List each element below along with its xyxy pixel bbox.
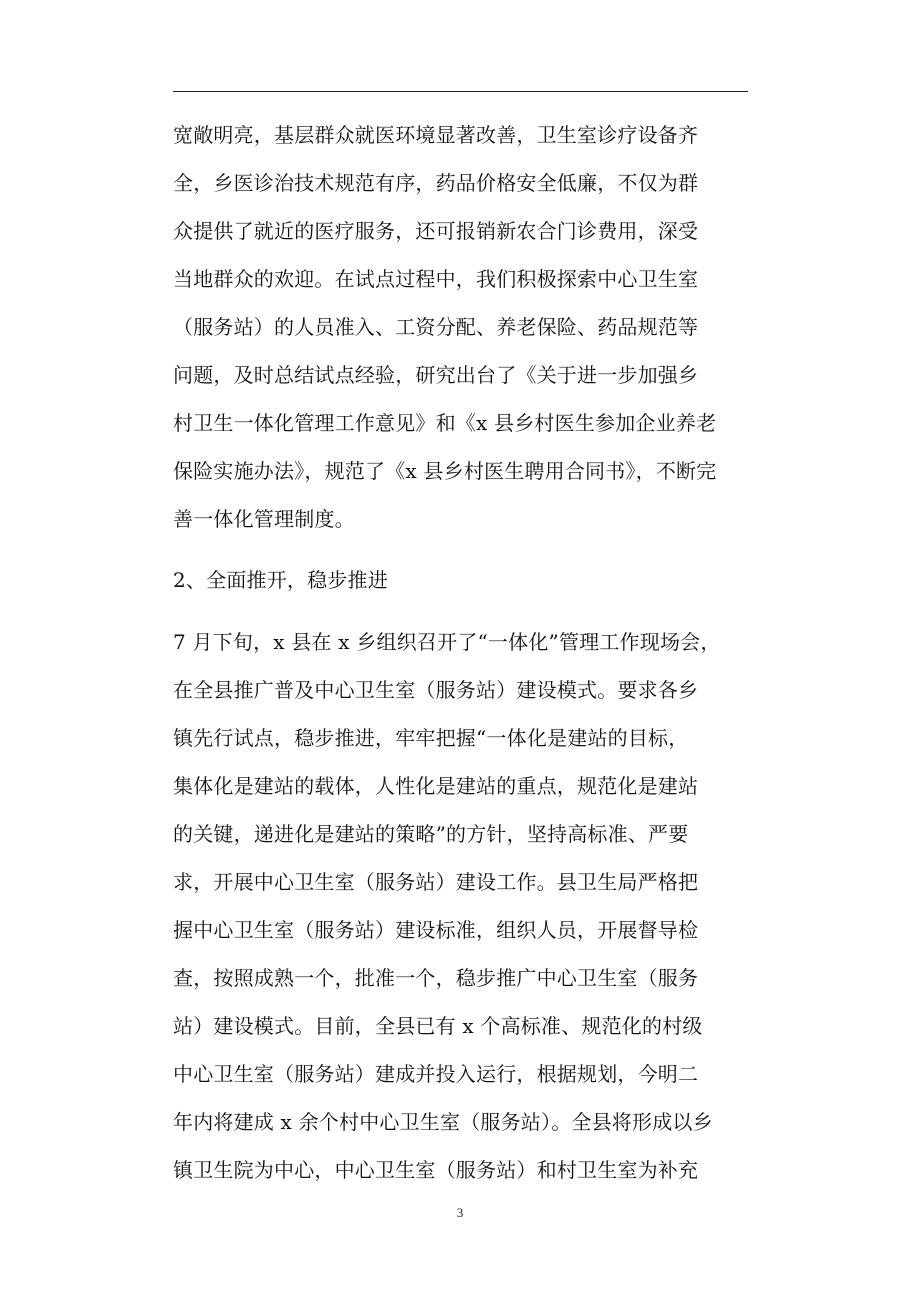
text-line: 查，按照成熟一个，批准一个，稳步推广中心卫生室（服务 xyxy=(173,966,699,990)
header-rule xyxy=(173,91,748,92)
text-line: 镇先行试点，稳步推进，牢牢把握“一体化是建站的目标， xyxy=(173,726,689,750)
text-line: 村卫生一体化管理工作意见》和《x 县乡村医生参加企业养老 xyxy=(173,411,717,435)
text-line: 在全县推广普及中心卫生室（服务站）建设模式。要求各乡 xyxy=(173,678,699,702)
text-line: 握中心卫生室（服务站）建设标准，组织人员，开展督导检 xyxy=(173,918,699,942)
text-line: 中心卫生室（服务站）建成并投入运行，根据规划，今明二 xyxy=(173,1062,699,1086)
text-line: 众提供了就近的医疗服务，还可报销新农合门诊费用，深受 xyxy=(173,219,699,243)
text-line: 当地群众的欢迎。在试点过程中，我们积极探索中心卫生室 xyxy=(173,267,699,291)
text-line: 宽敞明亮，基层群众就医环境显著改善，卫生室诊疗设备齐 xyxy=(173,123,699,147)
text-line: 站）建设模式。目前，全县已有 x 个高标准、规范化的村级 xyxy=(173,1014,703,1038)
text-line: 年内将建成 x 余个村中心卫生室（服务站）。全县将形成以乡 xyxy=(173,1110,713,1134)
text-line: 问题，及时总结试点经验，研究出台了《关于进一步加强乡 xyxy=(173,363,699,387)
text-line: 善一体化管理制度。 xyxy=(173,507,355,531)
section-heading: 2、全面推开，稳步推进 xyxy=(173,568,388,592)
page-number: 3 xyxy=(456,1205,464,1220)
text-line: （服务站）的人员准入、工资分配、养老保险、药品规范等 xyxy=(173,315,699,339)
text-line: 集体化是建站的载体，人性化是建站的重点，规范化是建站 xyxy=(173,774,699,798)
text-line: 保险实施办法》，规范了《x 县乡村医生聘用合同书》，不断完 xyxy=(173,459,717,483)
text-line: 全，乡医诊治技术规范有序，药品价格安全低廉，不仅为群 xyxy=(173,171,699,195)
text-line: 7 月下旬，x 县在 x 乡组织召开了“一体化”管理工作现场会， xyxy=(173,630,721,654)
text-line: 的关键，递进化是建站的策略”的方针，坚持高标准、严要 xyxy=(173,822,689,846)
text-line: 镇卫生院为中心，中心卫生室（服务站）和村卫生室为补充 xyxy=(173,1158,699,1182)
text-line: 求，开展中心卫生室（服务站）建设工作。县卫生局严格把 xyxy=(173,870,699,894)
